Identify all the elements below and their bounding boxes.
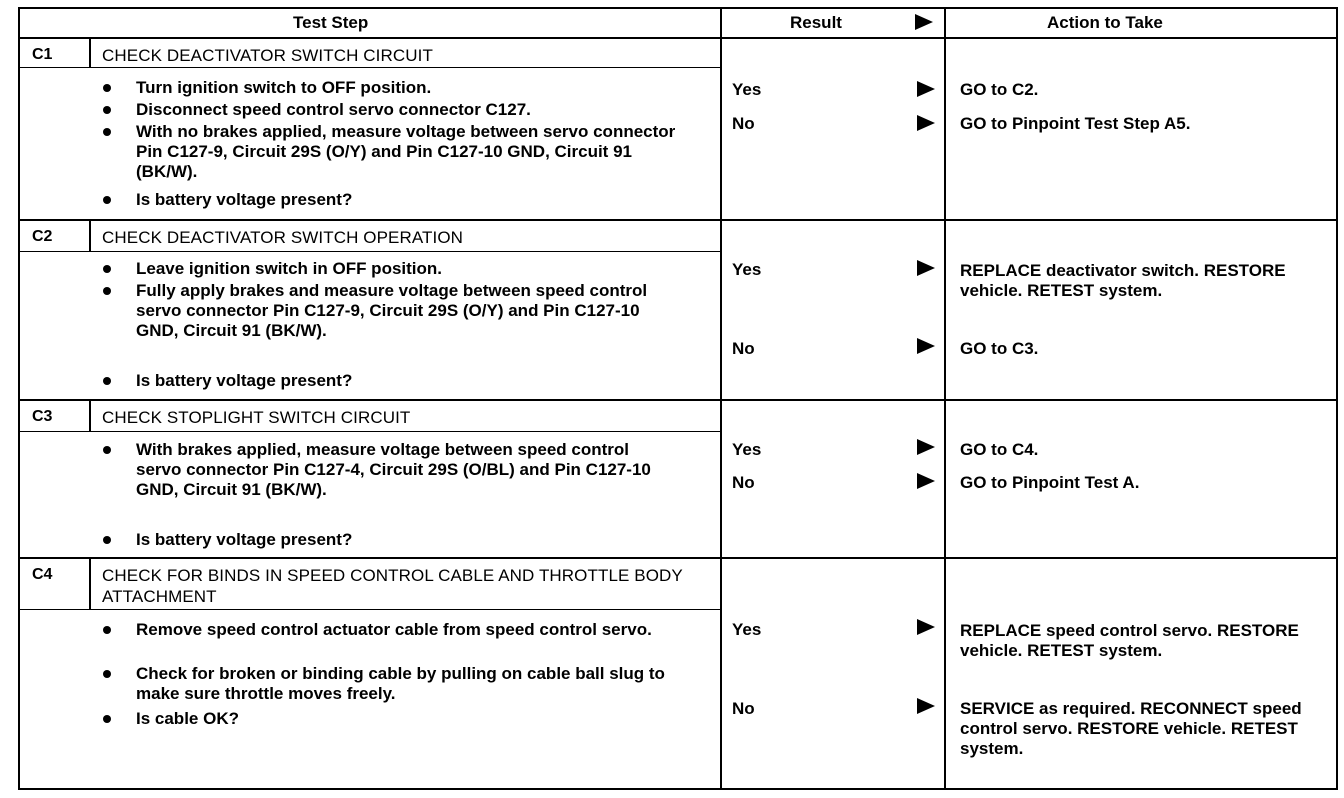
bullet-icon — [103, 377, 111, 385]
step-title-underline — [18, 251, 720, 252]
bullet-icon — [103, 287, 111, 295]
result-arrow-icon — [917, 698, 935, 714]
step-id-divider — [89, 221, 91, 251]
action-value: GO to Pinpoint Test A. — [960, 473, 1140, 492]
action-value: GO to C3. — [960, 339, 1039, 358]
action-value: GO to C4. — [960, 440, 1039, 459]
step-title: CHECK FOR BINDS IN SPEED CONTROL CABLE AND THROTTLE BODY ATTACHMENT — [102, 566, 683, 606]
step-bullet: Remove speed control actuator cable from speed control servo. — [136, 620, 652, 639]
step-title-underline — [18, 431, 720, 432]
header-bottom-border — [18, 37, 1338, 39]
step-id: C1 — [32, 46, 53, 63]
action-value: GO to Pinpoint Test Step A5. — [960, 114, 1191, 133]
step-title: CHECK STOPLIGHT SWITCH CIRCUIT — [102, 408, 411, 427]
step-bullet: Leave ignition switch in OFF position. — [136, 259, 443, 278]
bullet-icon — [103, 626, 111, 634]
result-arrow-icon — [917, 115, 935, 131]
row-divider — [18, 219, 1338, 221]
bullet-icon — [103, 128, 111, 136]
step-bullet: With brakes applied, measure voltage between speed control servo connector Pin C127-4, Circuit 29S (O/BL) and Pin C127-10 GND, Circuit 91 (BK/W). — [136, 440, 651, 499]
step-id-divider — [89, 559, 91, 609]
row-divider — [18, 557, 1338, 559]
step-bullet-question: Is battery voltage present? — [136, 530, 353, 549]
step-title: CHECK DEACTIVATOR SWITCH CIRCUIT — [102, 46, 433, 65]
bullet-icon — [103, 536, 111, 544]
step-id: C3 — [32, 408, 53, 425]
action-value: REPLACE speed control servo. RESTORE vehicle. RETEST system. — [960, 621, 1299, 660]
bullet-icon — [103, 715, 111, 723]
step-id: C4 — [32, 566, 53, 583]
step-title-underline — [18, 67, 720, 68]
step-bullet: Fully apply brakes and measure voltage between speed control servo connector Pin C127-9, Circuit 29S (O/Y) and Pin C127-10 GND, Circuit 91 (BK/W). — [136, 281, 648, 340]
step-bullet: Turn ignition switch to OFF position. — [136, 78, 432, 97]
step-bullet-question: Is battery voltage present? — [136, 190, 353, 209]
step-bullet: Check for broken or binding cable by pulling on cable ball slug to make sure throttle moves freely. — [136, 664, 665, 703]
header-test-step: Test Step — [293, 13, 369, 32]
action-value: REPLACE deactivator switch. RESTORE vehicle. RETEST system. — [960, 261, 1286, 300]
result-value: Yes — [732, 440, 762, 459]
bullet-icon — [103, 670, 111, 678]
action-value: SERVICE as required. RECONNECT speed control servo. RESTORE vehicle. RETEST system. — [960, 699, 1302, 758]
result-value: Yes — [732, 80, 762, 99]
result-arrow-icon — [917, 81, 935, 97]
step-title-underline — [18, 609, 720, 610]
result-value: No — [732, 339, 755, 358]
bullet-icon — [103, 84, 111, 92]
bullet-icon — [103, 196, 111, 204]
result-value: Yes — [732, 620, 762, 639]
result-arrow-icon — [917, 338, 935, 354]
step-id-divider — [89, 39, 91, 67]
result-arrow-icon — [917, 473, 935, 489]
table-bottom-border — [18, 788, 1338, 790]
result-arrow-icon — [917, 619, 935, 635]
step-bullet: With no brakes applied, measure voltage between servo connector Pin C127-9, Circuit 29S (O/Y) and Pin C127-10 GND, Circuit 91 (BK/W). — [136, 122, 676, 181]
step-bullet: Disconnect speed control servo connector C127. — [136, 100, 531, 119]
step-id-divider — [89, 401, 91, 431]
header-action: Action to Take — [1047, 13, 1163, 32]
result-value: No — [732, 114, 755, 133]
result-arrow-icon — [917, 260, 935, 276]
result-value: No — [732, 473, 755, 492]
bullet-icon — [103, 106, 111, 114]
result-value: Yes — [732, 260, 762, 279]
result-arrow-icon — [917, 439, 935, 455]
result-value: No — [732, 699, 755, 718]
row-divider — [18, 399, 1338, 401]
step-bullet-question: Is battery voltage present? — [136, 371, 353, 390]
step-title: CHECK DEACTIVATOR SWITCH OPERATION — [102, 228, 464, 247]
step-bullet-question: Is cable OK? — [136, 709, 239, 728]
step-id: C2 — [32, 228, 53, 245]
header-arrow-icon — [915, 14, 933, 30]
header-result: Result — [790, 13, 842, 32]
bullet-icon — [103, 446, 111, 454]
table-top-border — [18, 7, 1338, 9]
bullet-icon — [103, 265, 111, 273]
action-value: GO to C2. — [960, 80, 1039, 99]
